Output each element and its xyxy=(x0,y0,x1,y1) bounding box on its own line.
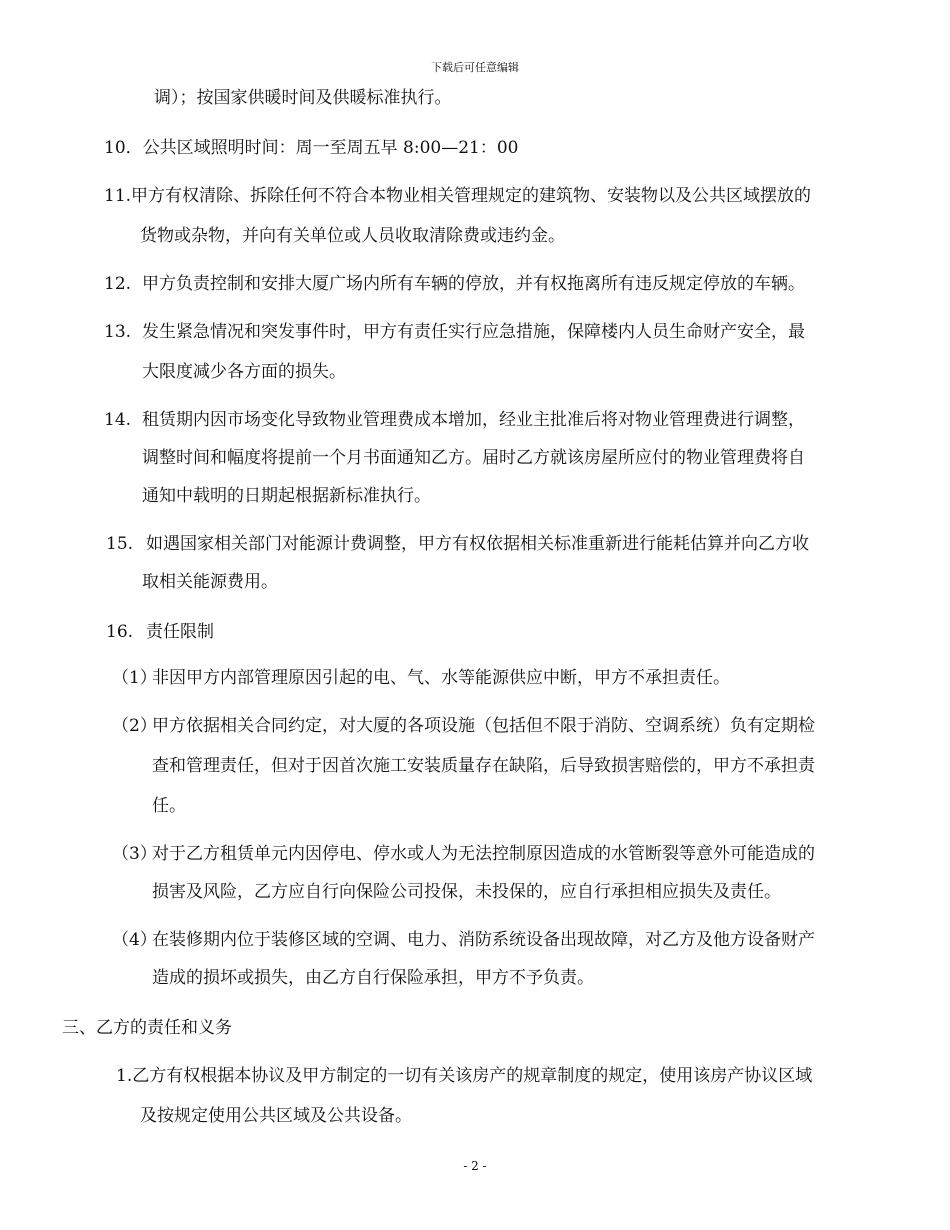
item-16-sub-4-line-2: 造成的损坏或损失，由乙方自行保险承担，甲方不予负责。 xyxy=(152,968,594,988)
item-13-number: 13. xyxy=(104,322,132,342)
item-11-number: 11. xyxy=(104,186,132,206)
item-16-sub-3-number: （3） xyxy=(112,844,157,864)
item-16-sub-4-line-1: （4）在装修期内位于装修区域的空调、电力、消防系统设备出现故障，对乙方及他方设备财产 xyxy=(112,930,815,950)
page-number: - 2 - xyxy=(463,1159,487,1173)
item-14-line-1: 14. 租赁期内因市场变化导致物业管理费成本增加，经业主批准后将对物业管理费进行调整， xyxy=(104,410,805,430)
item-16-heading: 16. 责任限制 xyxy=(106,622,214,642)
item-15-line-1: 15. 如遇国家相关部门对能源计费调整，甲方有权依据相关标准重新进行能耗估算并向乙方收 xyxy=(106,534,809,554)
item-10 xyxy=(104,136,518,160)
item-16-number: 16. xyxy=(106,622,134,642)
item-16-sub-2-number: （2） xyxy=(112,716,157,736)
item-14-line-3: 通知中载明的日期起根据新标准执行。 xyxy=(142,486,431,506)
item-14-line-2: 调整时间和幅度将提前一个月书面通知乙方。届时乙方就该房屋所应付的物业管理费将自 xyxy=(142,448,805,468)
item-15-line-2: 取相关能源费用。 xyxy=(142,572,278,592)
item-10-text: 公共区域照明时间：周一至周五早 8:00—21：00 xyxy=(142,138,519,158)
item-9-continuation: 调）；按国家供暖时间及供暖标准执行。 xyxy=(154,88,452,108)
item-16-sub-2-line-2: 查和管理责任，但对于因首次施工安装质量存在缺陷，后导致损害赔偿的，甲方不承担责 xyxy=(152,756,815,776)
item-16-sub-3-line-1: （3）对于乙方租赁单元内因停电、停水或人为无法控制原因造成的水管断裂等意外可能造成的 xyxy=(112,844,815,864)
item-12-number: 12. xyxy=(104,274,132,294)
section-3-item-1-line-2: 及按规定使用公共区域及公共设备。 xyxy=(140,1106,412,1126)
item-12: 12. 甲方负责控制和安排大厦广场内所有车辆的停放，并有权拖离所有违反规定停放的车辆。 xyxy=(104,274,805,294)
item-16-sub-1: （1）非因甲方内部管理原因引起的电、气、水等能源供应中断，甲方不承担责任。 xyxy=(112,668,730,688)
item-11-line-1: 11.甲方有权清除、拆除任何不符合本物业相关管理规定的建筑物、安装物以及公共区域摆放的 xyxy=(104,186,812,206)
item-16-sub-2-line-1: （2）甲方依据相关合同约定，对大厦的各项设施（包括但不限于消防、空调系统）负有定期检 xyxy=(112,716,815,736)
item-16-sub-4-number: （4） xyxy=(112,930,157,950)
item-13-line-1: 13. 发生紧急情况和突发事件时，甲方有责任实行应急措施，保障楼内人员生命财产安全，最 xyxy=(104,322,805,342)
item-16-sub-3-line-2: 损害及风险，乙方应自行向保险公司投保，未投保的，应自行承担相应损失及责任。 xyxy=(152,882,781,902)
item-14-number: 14. xyxy=(104,410,132,430)
item-11-line-2: 货物或杂物，并向有关单位或人员收取清除费或违约金。 xyxy=(140,226,565,246)
section-3-item-1-number: 1. xyxy=(116,1066,133,1086)
item-16-sub-2-line-3: 任。 xyxy=(152,796,186,816)
item-10-number: 10． xyxy=(104,138,143,158)
item-16-sub-1-number: （1） xyxy=(112,668,157,688)
item-15-number: 15. xyxy=(106,534,134,554)
section-3-heading: 三、乙方的责任和义务 xyxy=(62,1018,232,1038)
page-header: 下载后可任意编辑 xyxy=(431,61,519,74)
item-13-line-2: 大限度减少各方面的损失。 xyxy=(142,362,346,382)
section-3-item-1-line-1: 1.乙方有权根据本协议及甲方制定的一切有关该房产的规章制度的规定，使用该房产协议区域 xyxy=(116,1066,813,1086)
